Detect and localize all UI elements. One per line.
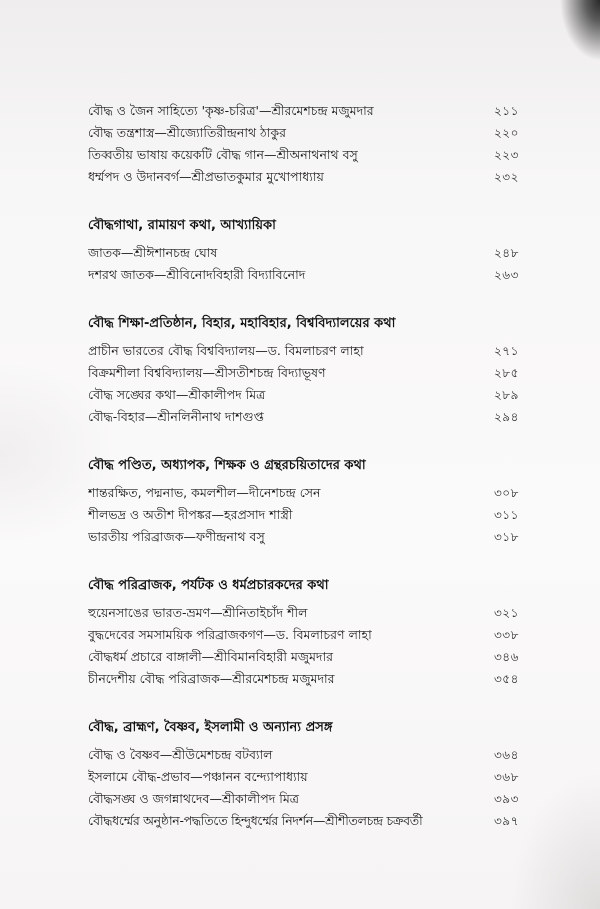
- toc-section: [88, 576, 578, 690]
- toc-entry: [88, 602, 578, 624]
- entry-page-number: ৩৩৮: [494, 628, 519, 642]
- entry-title: বৌদ্ধসঙ্ঘ ও জগন্নাথদেব—শ্রীকালীপদ মিত্র: [88, 791, 299, 806]
- toc-entry: [88, 526, 578, 548]
- toc-section: [88, 100, 578, 188]
- entry-page-number: ২১১: [494, 104, 519, 118]
- entry-title: ধর্ম্মপদ ও উদানবর্গ—শ্রীপ্রভাতকুমার মুখোপাধ্যায়: [88, 169, 324, 184]
- toc-entry: [88, 340, 578, 362]
- entry-title: বুদ্ধদেবের সমসাময়িক পরিব্রাজকগণ—ড. বিমলাচরণ লাহা: [88, 627, 372, 642]
- entry-page-number: ২৪৮: [494, 246, 519, 260]
- section-heading: বৌদ্ধ পণ্ডিত, অধ্যাপক, শিক্ষক ও গ্রন্থরচয়িতাদের কথা: [88, 458, 366, 473]
- entry-title: দশরথ জাতক—শ্রীবিনোদবিহারী বিদ্যাবিনোদ: [88, 267, 306, 282]
- entry-title: বৌদ্ধধর্ম প্রচারে বাঙ্গালী—শ্রীবিমানবিহারী মজুমদার: [88, 649, 333, 664]
- section-heading: বৌদ্ধ শিক্ষা-প্রতিষ্ঠান, বিহার, মহাবিহার, বিশ্ববিদ্যালয়ের কথা: [88, 316, 396, 331]
- toc-entry: [88, 406, 578, 428]
- entry-title: শান্তরক্ষিত, পদ্মনাভ, কমলশীল—দীনেশচন্দ্র সেন: [88, 485, 321, 500]
- toc-entry: [88, 384, 578, 406]
- toc-section: [88, 314, 578, 428]
- entry-title: বৌদ্ধধর্ম্মের অনুষ্ঠান-পদ্ধতিতে হিন্দুধর্ম্মের নিদর্শন—শ্রীশীতলচন্দ্র চক্রবর্তী: [88, 813, 423, 828]
- entry-page-number: ৩১৮: [494, 530, 519, 544]
- entry-title: বৌদ্ধ-বিহার—শ্রীনলিনীনাথ দাশগুপ্ত: [88, 409, 264, 424]
- entry-page-number: ২৬৩: [494, 268, 519, 282]
- toc-entry: [88, 810, 578, 832]
- entry-page-number: ২২০: [494, 126, 519, 140]
- entry-page-number: ২২৩: [494, 148, 519, 162]
- toc-entry: [88, 100, 578, 122]
- entry-page-number: ২৭১: [494, 344, 519, 358]
- entry-title: বৌদ্ধ ও বৈষ্ণব—শ্রীউমেশচন্দ্র বটব্যাল: [88, 747, 273, 762]
- toc-entry: [88, 242, 578, 264]
- entry-title: বিক্রমশীলা বিশ্ববিদ্যালয়—শ্রীসতীশচন্দ্র বিদ্যাভূষণ: [88, 365, 326, 380]
- entry-title: বৌদ্ধ ও জৈন সাহিত্যে 'কৃষ্ণ-চরিত্র'—শ্রীরমেশচন্দ্র মজুমদার: [88, 103, 374, 118]
- entry-title: হুয়েনসাঙের ভারত-ভ্রমণ—শ্রীনিতাইচাঁদ শীল: [88, 605, 308, 620]
- entry-title: জাতক—শ্রীঈশানচন্দ্র ঘোষ: [88, 245, 218, 260]
- toc-entry: [88, 646, 578, 668]
- entry-page-number: ২৯৪: [494, 410, 519, 424]
- entry-title: তিব্বতীয় ভাষায় কয়েকটি বৌদ্ধ গান—শ্রীঅনাথনাথ বসু: [88, 147, 358, 162]
- entry-page-number: ৩১১: [494, 508, 519, 522]
- toc-entry: [88, 122, 578, 144]
- entry-title: ইসলামে বৌদ্ধ-প্রভাব—পঞ্চানন বন্দ্যোপাধ্যায়: [88, 769, 308, 784]
- entry-page-number: ৩২১: [494, 606, 519, 620]
- entry-title: শীলভদ্র ও অতীশ দীপঙ্কর—হরপ্রসাদ শাস্ত্রী: [88, 507, 293, 522]
- toc-entry: [88, 362, 578, 384]
- section-heading: বৌদ্ধ পরিব্রাজক, পর্যটক ও ধর্মপ্রচারকদের কথা: [88, 578, 329, 593]
- entry-page-number: ৩০৮: [494, 486, 519, 500]
- toc-entry: [88, 788, 578, 810]
- toc-entry: [88, 144, 578, 166]
- entry-title: ভারতীয় পরিব্রাজক—ফণীন্দ্রনাথ বসু: [88, 529, 265, 544]
- toc-entry: [88, 668, 578, 690]
- entry-title: বৌদ্ধ তন্ত্রশাস্ত্র—শ্রীজ্যোতিরীন্দ্রনাথ ঠাকুর: [88, 125, 286, 140]
- entry-page-number: ৩৬৪: [494, 748, 519, 762]
- toc-entry: [88, 264, 578, 286]
- toc-entry: [88, 766, 578, 788]
- entry-page-number: ৩৯৩: [494, 792, 519, 806]
- entry-page-number: ৩৫৪: [494, 672, 519, 686]
- toc-entry: [88, 744, 578, 766]
- toc-section: [88, 456, 578, 548]
- entry-title: বৌদ্ধ সঙ্ঘের কথা—শ্রীকালীপদ মিত্র: [88, 387, 266, 402]
- entry-title: চীনদেশীয় বৌদ্ধ পরিব্রাজক—শ্রীরমেশচন্দ্র মজুমদার: [88, 671, 335, 686]
- section-heading: বৌদ্ধ, ব্রাহ্মণ, বৈষ্ণব, ইসলামী ও অন্যান্য প্রসঙ্গ: [88, 720, 333, 735]
- section-heading: বৌদ্ধগাথা, রামায়ণ কথা, আখ্যায়িকা: [88, 218, 276, 233]
- toc-entry: [88, 624, 578, 646]
- entry-page-number: ২৩২: [494, 170, 519, 184]
- entry-page-number: ৩৬৮: [494, 770, 519, 784]
- toc-entry: [88, 504, 578, 526]
- table-of-contents: [88, 100, 578, 832]
- toc-entry: [88, 166, 578, 188]
- entry-page-number: ৩৯৭: [494, 814, 519, 828]
- toc-entry: [88, 482, 578, 504]
- entry-title: প্রাচীন ভারতের বৌদ্ধ বিশ্ববিদ্যালয়—ড. বিমলাচরণ লাহা: [88, 343, 364, 358]
- entry-page-number: ২৮৫: [494, 366, 519, 380]
- toc-section: [88, 718, 578, 832]
- entry-page-number: ৩৪৬: [494, 650, 519, 664]
- entry-page-number: ২৮৯: [494, 388, 519, 402]
- toc-section: [88, 216, 578, 286]
